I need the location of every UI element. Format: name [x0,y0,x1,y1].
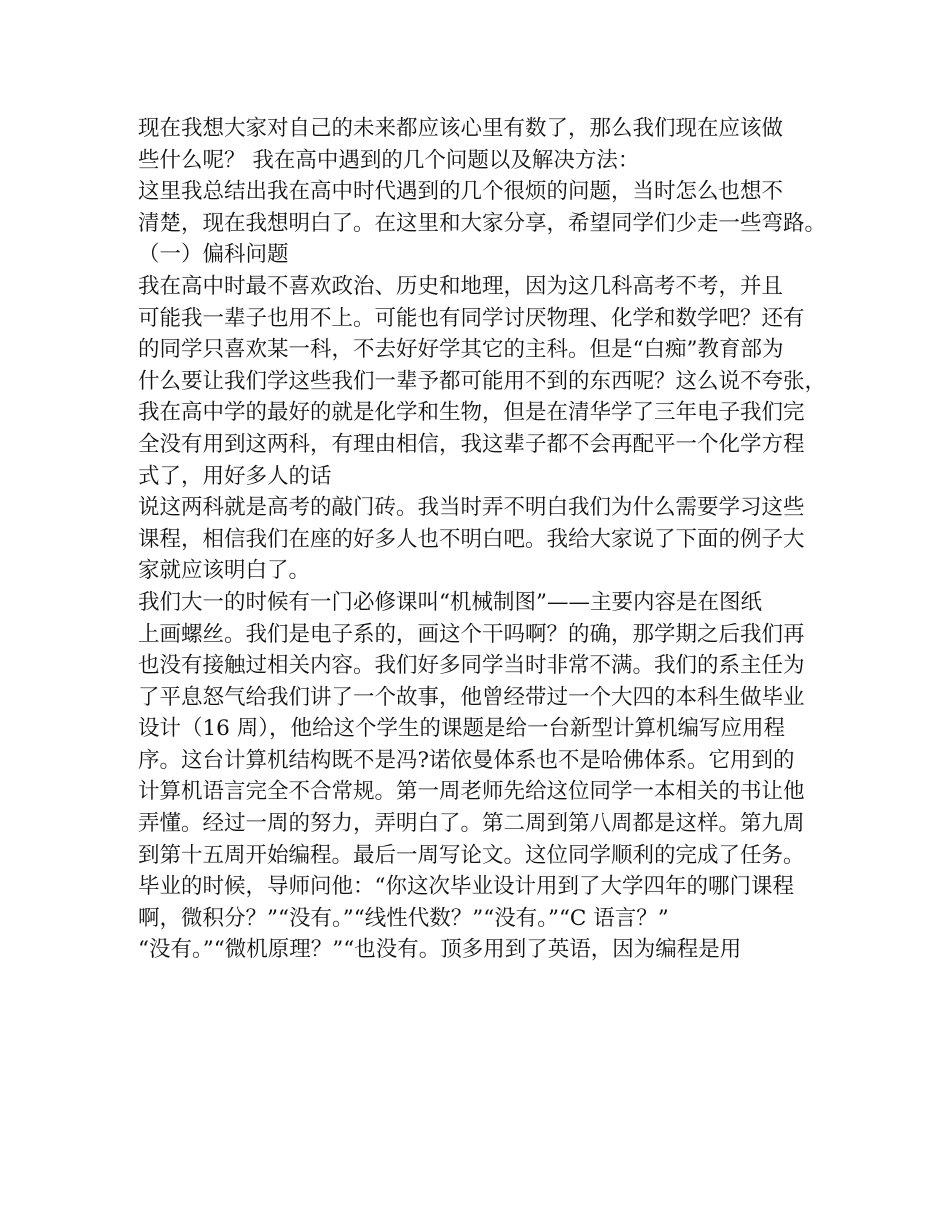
text-line: 也没有接触过相关内容。我们好多同学当时非常不满。我们的系主任为 [138,653,805,679]
text-line: 些什么呢？ 我在高中遇到的几个问题以及解决方法： [138,147,640,173]
section-heading: （一）偏科问题 [138,242,289,268]
text-line: 可能我一辈子也用不上。可能也有同学讨厌物理、化学和数学吧？还有 [138,305,805,331]
text-line: 设计（16 周），他给这个学生的课题是给一台新型计算机编写应用程 [138,716,785,742]
text-line: 全没有用到这两科，有理由相信，我这辈子都不会再配平一个化学方程 [138,431,805,457]
text-line: 计算机语言完全不合常规。第一周老师先给这位同学一本相关的书让他 [138,779,805,805]
text-line: 序。这台计算机结构既不是冯?诺依曼体系也不是哈佛体系。它用到的 [138,747,795,773]
text-line: 上画螺丝。我们是电子系的，画这个干吗啊？的确，那学期之后我们再 [138,621,805,647]
text-line: “没有。”“微机原理？”“也没有。顶多用到了英语，因为编程是用 [138,937,742,963]
text-line: 式了，用好多人的话 [138,463,332,489]
text-line: 这里我总结出我在高中时代遇到的几个很烦的问题，当时怎么也想不 [138,179,784,205]
text-line: 课程，相信我们在座的好多人也不明白吧。我给大家说了下面的例子大 [138,526,805,552]
text-line: 我在高中学的最好的就是化学和生物，但是在清华学了三年电子我们完 [138,400,805,426]
text-line: 现在我想大家对自己的未来都应该心里有数了，那么我们现在应该做 [138,116,784,141]
text-line: 到第十五周开始编程。最后一周写论文。这位同学顺利的完成了任务。 [138,842,805,868]
text-line: 的同学只喜欢某一科，不去好好学其它的主科。但是“白痴”教育部为 [138,337,784,363]
text-line: 清楚，现在我想明白了。在这里和大家分享，希望同学们少走一些弯路。 [138,210,827,236]
text-line: 我在高中时最不喜欢政治、历史和地理，因为这几科高考不考，并且 [138,273,784,299]
text-line: 弄懂。经过一周的努力，弄明白了。第二周到第八周都是这样。第九周 [138,811,805,837]
body-text [138,113,827,966]
text-line: 啊，微积分？”“没有。”“线性代数？”“没有。”“C 语言？” [138,905,669,931]
text-line: 什么要让我们学这些我们一辈予都可能用不到的东西呢？这么说不夸张， [138,368,827,394]
text-line: 了平息怒气给我们讲了一个故事，他曾经带过一个大四的本科生做毕业 [138,684,805,710]
text-line: 毕业的时候，导师问他：“你这次毕业设计用到了大学四年的哪门课程 [138,874,794,900]
text-line: 家就应该明白了。 [138,558,311,584]
text-line: 说这两科就是高考的敲门砖。我当时弄不明白我们为什么需要学习这些 [138,495,805,521]
text-line: 我们大一的时候有一门必修课叫“机械制图”——主要内容是在图纸 [138,589,762,615]
